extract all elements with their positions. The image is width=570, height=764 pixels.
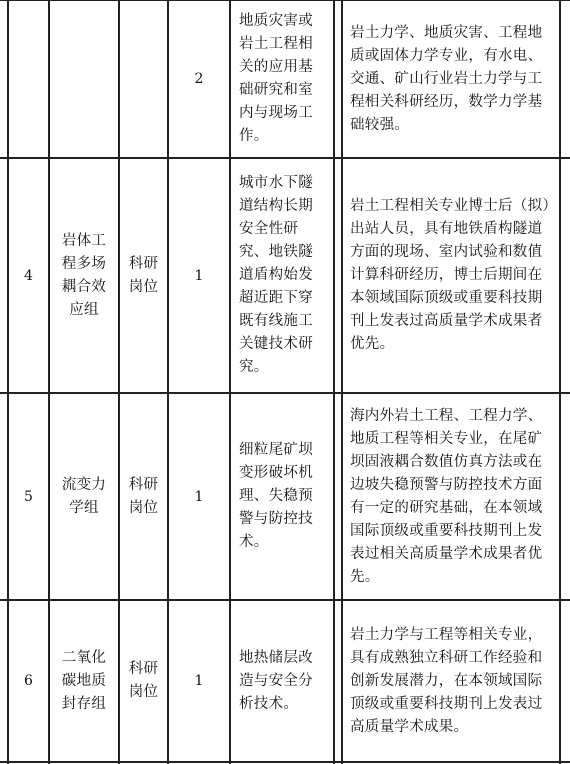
row-index: 5 (24, 488, 33, 505)
index-cell (9, 394, 48, 599)
count-cell (169, 601, 229, 761)
group-name: 二氧化碳地质封存组 (61, 649, 107, 712)
position-type: 科研岗位 (128, 661, 159, 700)
direction-text: 地热储层改造与安全分析技术。 (239, 649, 313, 712)
index-cell (9, 159, 48, 392)
headcount: 1 (194, 488, 204, 505)
headcount: 1 (194, 673, 204, 689)
direction-cell (231, 159, 333, 392)
requirement-cell (343, 1, 559, 157)
group-cell (50, 601, 118, 761)
index-cell (9, 601, 48, 761)
count-cell (169, 394, 229, 599)
row-index: 6 (24, 673, 33, 689)
position-type: 科研岗位 (128, 476, 159, 516)
position-cell (120, 601, 167, 761)
table-row (169, 1, 229, 157)
count-cell (169, 159, 229, 392)
direction-cell (231, 394, 333, 599)
direction-text: 地质灾害或岩土工程相关的应用基础研究和室内与现场工作。 (239, 13, 313, 144)
row-index: 4 (24, 267, 33, 284)
row-divider (0, 761, 570, 763)
direction-cell (231, 1, 333, 157)
position-type: 科研岗位 (128, 255, 159, 295)
headcount: 1 (194, 267, 204, 284)
column-divider (333, 0, 335, 764)
requirement-text: 岩土工程相关专业博士后（拟）出站人员，具有地铁盾构隧道方面的现场、室内试验和数值计算科研经历，博士后期间在本领域国际顶级或重要科技期刊上发表过高质量学术成果者优先。 (350, 198, 550, 352)
group-name: 岩体工程多场耦合效应组 (61, 232, 107, 318)
group-cell (50, 159, 118, 392)
requirement-cell (343, 601, 559, 761)
group-cell (50, 394, 118, 599)
direction-text: 细粒尾矿坝变形破坏机理、失稳预警与防控技术。 (239, 442, 313, 550)
column-divider (559, 0, 561, 764)
requirement-text: 海内外岩土工程、工程力学、地质工程等相关专业，在尾矿坝固液耦合数值仿真方法或在边坡失稳预警与防控技术方面有一定的研究基础，在本领域国际顶级或重要科技期刊上发表过相关高质量学术成果者优先。 (350, 407, 543, 585)
count-cell: 2 (194, 71, 204, 87)
position-cell (120, 159, 167, 392)
direction-text: 城市水下隧道结构长期安全性研究、地铁隧道盾构始发超近距下穿既有线施工关键技术研究。 (239, 175, 313, 375)
requirement-cell (343, 394, 559, 599)
requirement-text: 岩土力学与工程等相关专业，具有成熟独立科研工作经验和创新发展潜力，在本领域国际顶级或重要科技期刊上发表过高质量学术成果。 (350, 626, 543, 735)
requirement-cell (343, 159, 559, 392)
direction-cell (231, 601, 333, 761)
requirement-text: 岩土力学、地质灾害、工程地质或固体力学专业，有水电、交通、矿山行业岩土力学与工程相关科研经历，数学力学基础较强。 (350, 24, 543, 133)
group-name: 流变力学组 (61, 476, 107, 516)
position-cell (120, 394, 167, 599)
